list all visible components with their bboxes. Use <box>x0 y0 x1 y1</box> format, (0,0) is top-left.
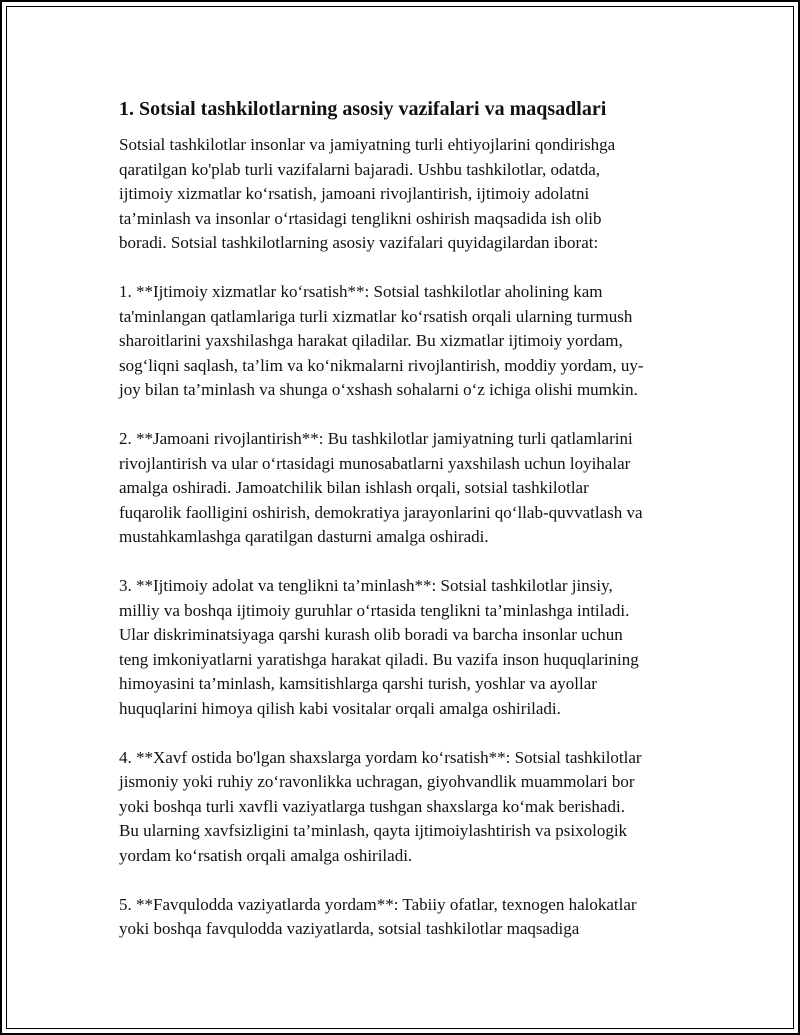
paragraph-line: jismoniy yoki ruhiy zoʻravonlikka uchragan, giyohvandlik muammolari bor <box>119 772 635 791</box>
paragraph-line: Bu ularning xavfsizligini ta’minlash, qayta ijtimoiylashtirish va psixologik <box>119 821 628 840</box>
paragraph-line: ta'minlangan qatlamlariga turli xizmatlar koʻrsatish orqali ularning turmush <box>119 306 633 326</box>
intro-paragraph <box>119 133 691 256</box>
list-item-3-paragraph <box>119 574 691 721</box>
paragraph-line: 3. **Ijtimoiy adolat va tenglikni ta’minlash**: Sotsial tashkilotlar jinsiy, <box>119 576 613 595</box>
paragraph-line: boradi. Sotsial tashkilotlarning asosiy vazifalari quyidagilardan iborat: <box>119 233 599 252</box>
paragraph-line: rivojlantirish va ular oʻrtasidagi munosabatlarni yaxshilash uchun loyihalar <box>119 453 631 473</box>
paragraph-line: sharoitlarini yaxshilashga harakat qiladilar. Bu xizmatlar ijtimoiy yordam, <box>119 331 623 350</box>
paragraph-line: ijtimoiy xizmatlar koʻrsatish, jamoani rivojlantirish, ijtimoiy adolatni <box>119 184 590 203</box>
paragraph-line: sogʻliqni saqlash, ta’lim va koʻnikmalarni rivojlantirish, moddiy yordam, uy- <box>119 355 644 375</box>
paragraph-line: Sotsial tashkilotlar insonlar va jamiyatning turli ehtiyojlarini qondirishga <box>119 135 616 154</box>
list-item-5-paragraph <box>119 893 691 942</box>
paragraph-line: 1. **Ijtimoiy xizmatlar koʻrsatish**: Sotsial tashkilotlar aholining kam <box>119 282 603 301</box>
document-body <box>119 96 691 966</box>
section-heading: 1. Sotsial tashkilotlarning asosiy vazifalari va maqsadlari <box>119 98 607 120</box>
paragraph-line: 4. **Xavf ostida bo'lgan shaxslarga yordam koʻrsatish**: Sotsial tashkilotlar <box>119 747 642 767</box>
paragraph-line: mustahkamlashga qaratilgan dasturni amalga oshiradi. <box>119 527 489 546</box>
paragraph-line: joy bilan ta’minlash va shunga oʻxshash sohalarni oʻz ichiga olishi mumkin. <box>119 380 638 399</box>
list-item-4-paragraph <box>119 746 691 869</box>
paragraph-line: milliy va boshqa ijtimoiy guruhlar oʻrtasida tenglikni ta’minlashga intiladi. <box>119 600 630 620</box>
paragraph-line: 5. **Favqulodda vaziyatlarda yordam**: Tabiiy ofatlar, texnogen halokatlar <box>119 894 637 914</box>
paragraph-line: huquqlarini himoya qilish kabi vositalar orqali amalga oshiriladi. <box>119 698 561 718</box>
paragraph-line: yoki boshqa favqulodda vaziyatlarda, sotsial tashkilotlar maqsadiga <box>119 919 580 938</box>
list-item-1-paragraph <box>119 280 691 403</box>
paragraph-line: Ular diskriminatsiyaga qarshi kurash olib boradi va barcha insonlar uchun <box>119 625 623 644</box>
paragraph-line: qaratilgan ko'plab turli vazifalarni bajaradi. Ushbu tashkilotlar, odatda, <box>119 159 601 179</box>
paragraph-line: yordam koʻrsatish orqali amalga oshiriladi. <box>119 845 413 865</box>
paragraph-line: yoki boshqa turli xavfli vaziyatlarga tushgan shaxslarga koʻmak berishadi. <box>119 796 625 816</box>
paragraph-line: teng imkoniyatlarni yaratishga harakat qiladi. Bu vazifa inson huquqlarining <box>119 649 639 669</box>
paragraph-line: ta’minlash va insonlar oʻrtasidagi tenglikni oshirish maqsadida ish olib <box>119 208 602 228</box>
paragraph-line: fuqarolik faolligini oshirish, demokratiya jarayonlarini qoʻllab-quvvatlash va <box>119 502 643 522</box>
paragraph-line: himoyasini ta’minlash, kamsitishlarga qarshi turish, yoshlar va ayollar <box>119 674 597 693</box>
list-item-2-paragraph <box>119 427 691 550</box>
paragraph-line: 2. **Jamoani rivojlantirish**: Bu tashkilotlar jamiyatning turli qatlamlarini <box>119 429 633 448</box>
paragraph-line: amalga oshiradi. Jamoatchilik bilan ishlash orqali, sotsial tashkilotlar <box>119 478 589 497</box>
